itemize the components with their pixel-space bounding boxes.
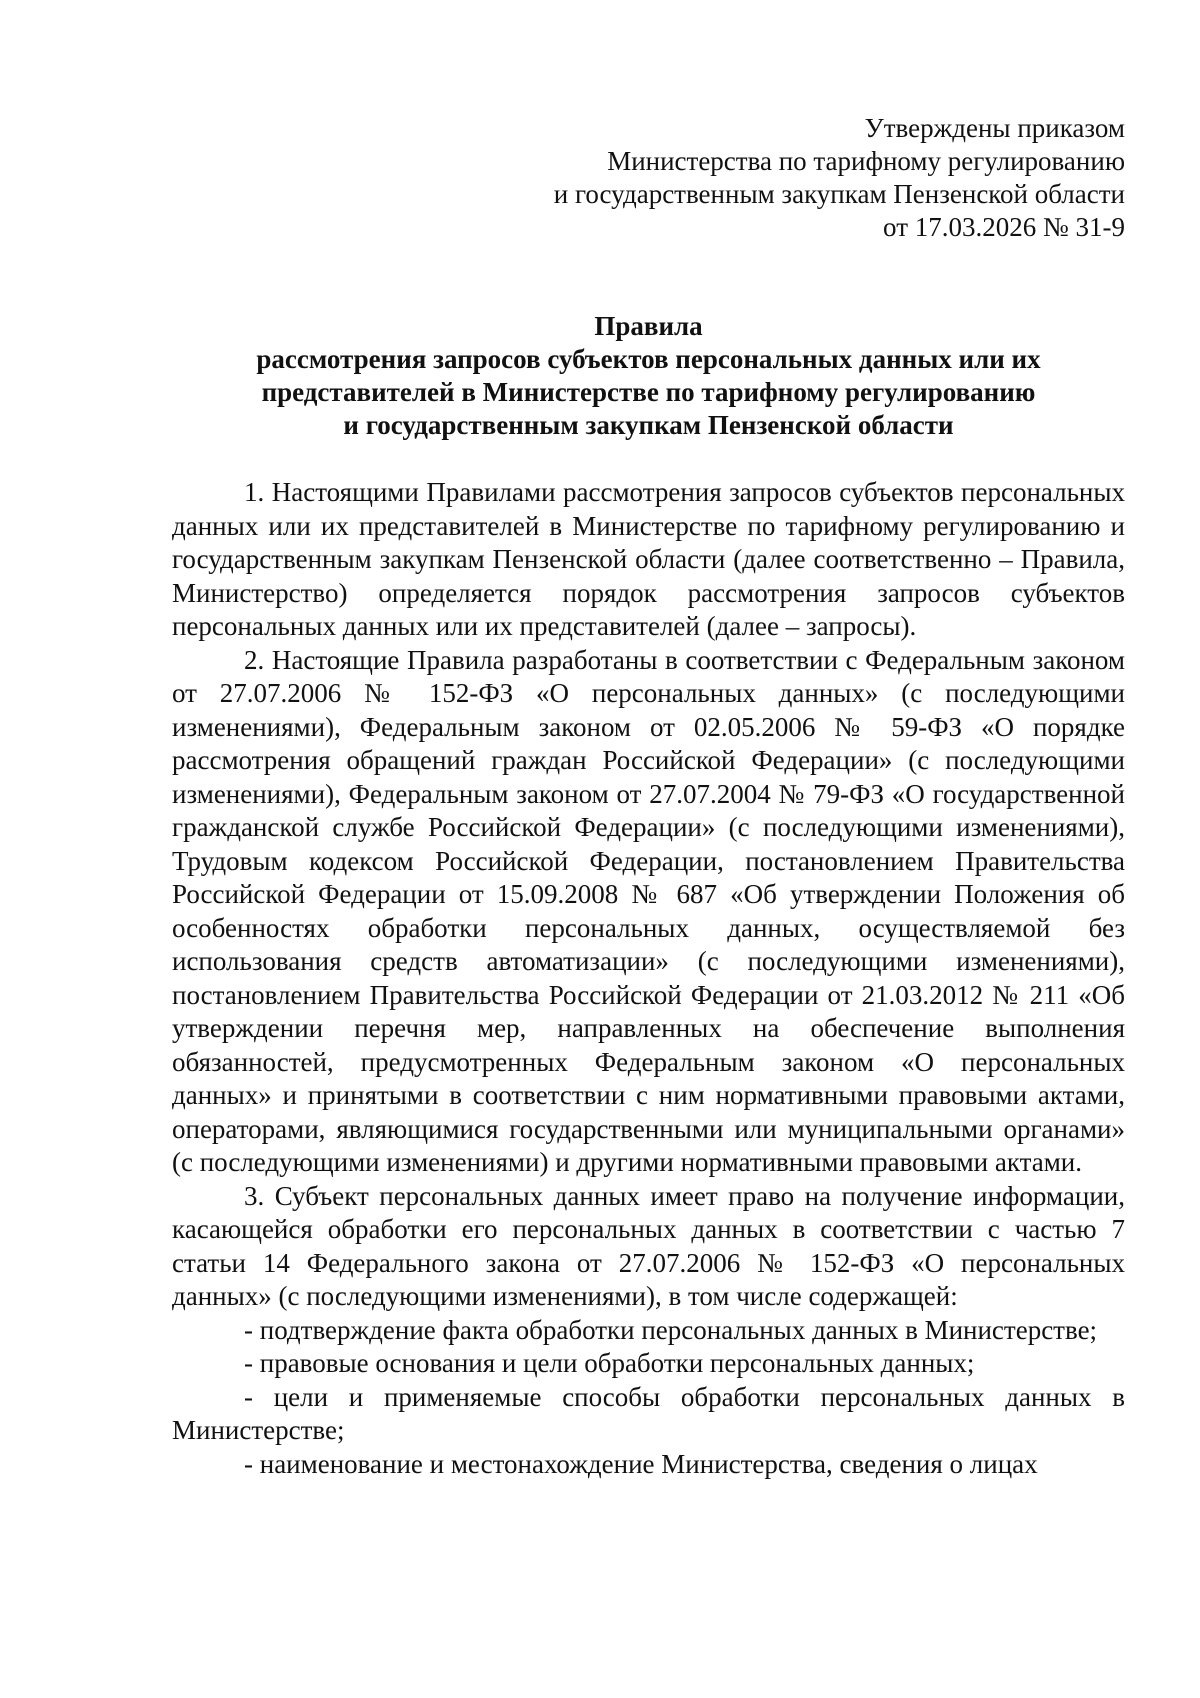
approval-line-1: Утверждены приказом [864,113,1125,143]
title-line-3: представителей в Министерстве по тарифному регулированию [261,377,1036,407]
approval-block [172,112,1125,244]
document-page [172,112,1125,1481]
document-title [172,310,1125,442]
list-item-4: - наименование и местонахождение Министерства, сведения о лицах [244,1448,1038,1479]
list-item-3: - цели и применяемые способы обработки персональных данных в Министерстве; [172,1381,1125,1445]
paragraph-1: 1. Настоящими Правилами рассмотрения запросов субъектов персональных данных или их представителей в Министерстве по тарифному регулированию и государственным закупкам Пензенской области (далее соответственно – Правила, Министерство) определяется порядок рассмотрения запросов субъектов персональных данных или их представителей (далее – запросы). [172,477,1125,641]
title-line-1: Правила [594,311,703,341]
approval-line-4: от 17.03.2026 № 31-9 [883,212,1125,242]
document-body [172,476,1125,1481]
approval-line-2: Министерства по тарифному регулированию [607,146,1125,176]
title-line-2: рассмотрения запросов субъектов персональных данных или их [256,344,1041,374]
paragraph-3: 3. Субъект персональных данных имеет право на получение информации, касающейся обработки его персональных данных в соответствии с частью 7 статьи 14 Федерального закона от 27.07.2006 № 152-ФЗ «О персональных данных» (с последующими изменениями), в том числе содержащей: [172,1180,1125,1311]
approval-line-3: и государственным закупкам Пензенской области [553,179,1125,209]
title-line-4: и государственным закупкам Пензенской области [343,410,954,440]
list-item-1: - подтверждение факта обработки персональных данных в Министерстве; [244,1314,1098,1345]
list-item-2: - правовые основания и цели обработки персональных данных; [244,1348,975,1378]
paragraph-2: 2. Настоящие Правила разработаны в соответствии с Федеральным законом от 27.07.2006 № 152-ФЗ «О персональных данных» (с последующими изменениями), Федеральным законом от 02.05.2006 № 59-ФЗ «О порядке рассмотрения обращений граждан Российской Федерации» (с последующими изменениями), Федеральным законом от 27.07.2004 № 79-ФЗ «О государственной гражданской службе Российской Федерации» (с последующими изменениями), Трудовым кодексом Российской Федерации, постановлением Правительства Российской Федерации от 15.09.2008 № 687 «Об утверждении Положения об особенностях обработки персональных данных, осуществляемой без использования средств автоматизации» (с последующими изменениями), постановлением Правительства Российской Федерации от 21.03.2012 № 211 «Об утверждении перечня мер, направленных на обеспечение выполнения обязанностей, предусмотренных Федеральным законом «О персональных данных» и принятыми в соответствии с ним нормативными правовыми актами, операторами, являющимися государственными или муниципальными органами» (с последующими изменениями) и другими нормативными правовыми актами. [172,644,1125,1177]
